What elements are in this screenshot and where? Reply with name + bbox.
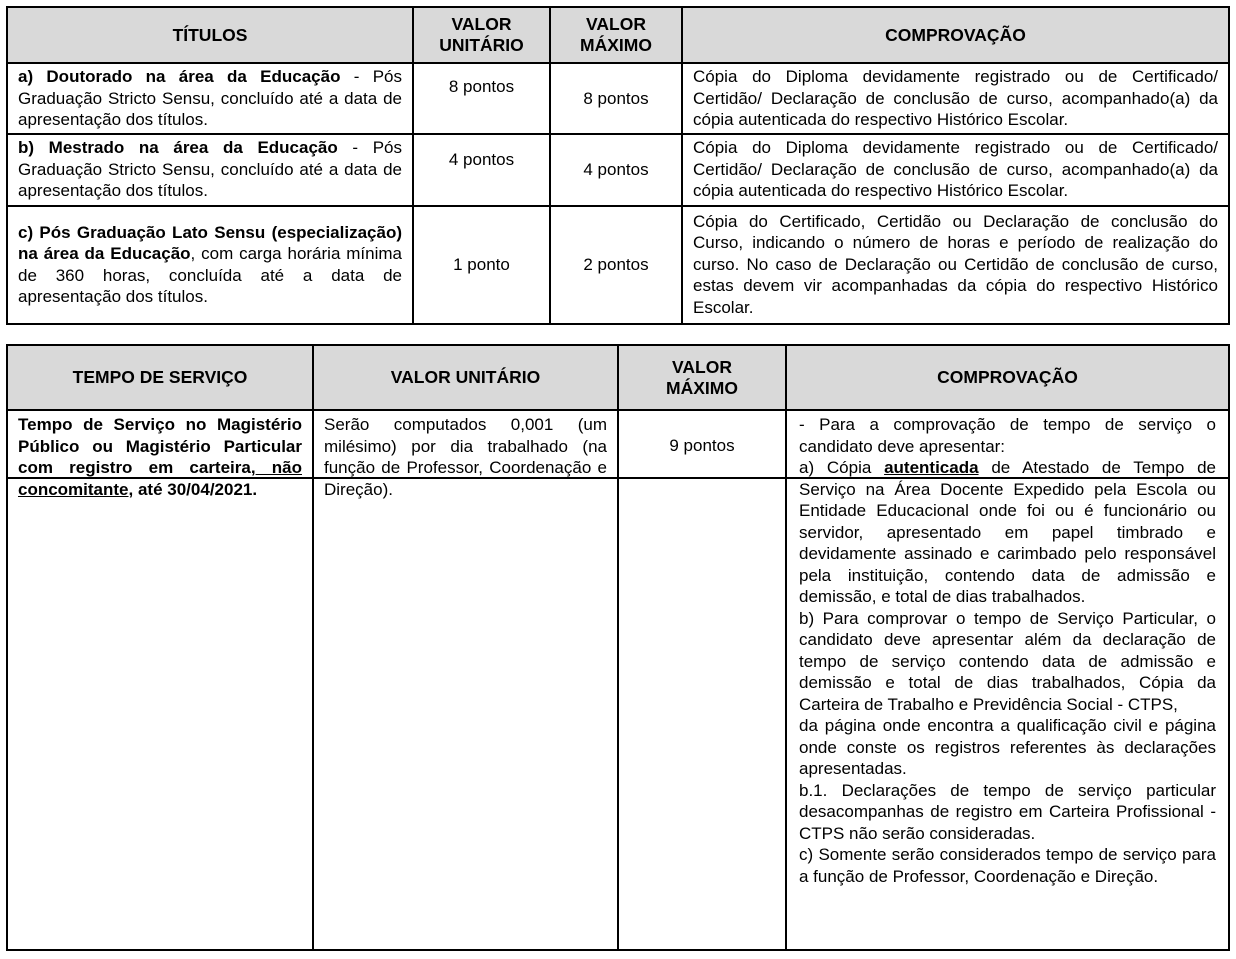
page-break-line [314,477,617,479]
service-title-date: , até 30/04/2021. [128,479,258,499]
title-bold: b) Mestrado na área da Educação [18,138,338,158]
table-row [7,410,1229,950]
service-unit-text: Serão computados 0,001 (um milésimo) por dia trabalhado (na função de Professor, Coordenação e Direção). [324,415,607,499]
proof-cell: Cópia do Diploma devidamente registrado ou de Certificado/ Certidão/ Declaração de conclusão de curso, acompanhado(a) da cópia autenticada do respectivo Histórico Escolar. [682,134,1229,206]
title-rest: , com carga horária mínima de 360 horas, concluída até a data de apresentação dos títulos. [18,244,402,306]
service-max-value: 9 pontos [669,436,735,455]
table-row [7,206,1229,324]
table-row [7,63,1229,134]
service-unit-cell [313,410,618,950]
page-break-line [619,477,785,479]
header-label: UNITÁRIO [439,35,524,55]
service-title-cell [7,410,313,950]
proof-a-post: de Atestado de Tempo de Serviço na Área Docente Expedido pela Escola ou Entidade Educacional onde foi ou é funcionário ou servidor, apresentado em papel timbrado e devidamente assinado e carimbado pelo responsável pela instituição, contendo data de admissão e demissão, e total de dias trabalhados. [799,458,1217,606]
proof-a-pre: a) Cópia [799,458,885,477]
service-title-text: Tempo de Serviço no Magistério Público ou Magistério Particular com registro em carteira, [18,415,302,477]
proof-cell: Cópia do Certificado, Certidão ou Declaração de conclusão do Curso, indicando o número de horas e período de realização do curso. No caso de Declaração ou Certidão de conclusão de curso, estas devem vir acompanhadas da cópia do respectivo Histórico Escolar. [682,206,1229,324]
header-label: VALOR [586,14,646,34]
max-value: 2 pontos [550,206,682,324]
header-valor-maximo [618,345,786,410]
proof-item-a [799,457,1216,608]
proof-item-b: b) Para comprovar o tempo de Serviço Particular, o candidato deve apresentar além da declaração de tempo de serviço contendo data de admissão e demissão e total de dias trabalhados, Cópia da Carteira de Trabalho e Previdência Social - CTPS, [799,608,1216,714]
header-label: VALOR [672,356,732,377]
title-rest: - Pós Graduação Stricto Sensu, concluído até a data de apresentação dos títulos. [18,67,402,129]
title-cell [7,63,413,134]
unit-value: 8 pontos [413,63,550,134]
proof-intro: - Para a comprovação de tempo de serviço o candidato deve apresentar: [799,415,1216,456]
title-rest: - Pós Graduação Stricto Sensu, concluído até a data de apresentação dos títulos. [18,138,402,201]
header-valor-unitario: VALOR UNITÁRIO [313,345,618,410]
service-title-underlined: não concomitante [18,458,302,499]
table-row [7,134,1229,206]
title-cell [7,134,413,206]
title-cell [7,206,413,324]
service-header-row [7,345,1229,410]
header-comprovacao: COMPROVAÇÃO [682,7,1229,63]
proof-cell: Cópia do Diploma devidamente registrado ou de Certificado/ Certidão/ Declaração de conclusão de curso, acompanhado(a) da cópia autenticada do respectivo Histórico Escolar. [682,63,1229,134]
service-proof-cell [786,410,1229,950]
titles-header-row [7,7,1229,63]
header-comprovacao: COMPROVAÇÃO [786,345,1229,410]
title-bold: c) Pós Graduação Lato Sensu (especialização) na área da Educação [18,222,402,263]
service-max-cell [618,410,786,950]
header-valor-maximo [550,7,682,63]
proof-item-b-cont: da página onde encontra a qualificação civil e página onde conste os registros referentes às declarações apresentadas. [799,716,1216,778]
unit-value: 1 ponto [413,206,550,324]
proof-a-bold: autenticada [884,458,979,477]
header-label: MÁXIMO [580,35,652,55]
header-titulos: TÍTULOS [7,7,413,63]
service-table [6,344,1230,951]
header-label: VALOR [451,14,512,34]
header-tempo-servico: TEMPO DE SERVIÇO [7,345,313,410]
header-valor-unitario [413,7,550,63]
max-value: 4 pontos [550,134,682,206]
title-bold: a) Doutorado na área da Educação [18,67,341,86]
unit-value: 4 pontos [413,134,550,206]
max-value: 8 pontos [550,63,682,134]
proof-item-b1: b.1. Declarações de tempo de serviço particular desacompanhas de registro em Carteira Profissional - CTPS não serão consideradas. [799,780,1216,843]
proof-item-c: c) Somente serão considerados tempo de serviço para a função de Professor, Coordenação e Direção. [799,845,1216,886]
page-break-line [787,477,1228,479]
header-label: MÁXIMO [666,377,738,398]
titles-table [6,6,1230,325]
page-break-line [8,477,312,479]
